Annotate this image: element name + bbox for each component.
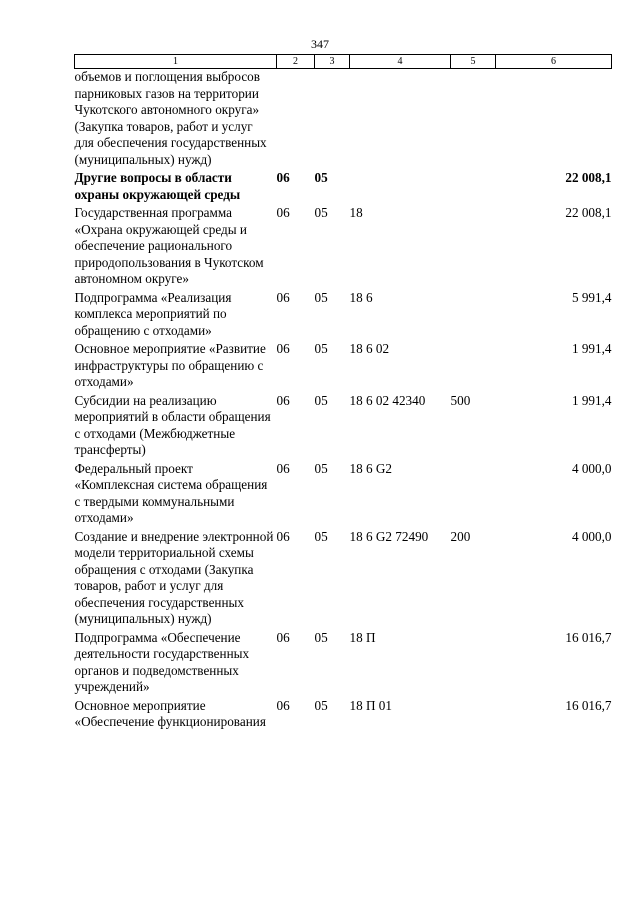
subsection-code: 05 bbox=[314, 629, 328, 645]
subsection-code: 05 bbox=[314, 170, 328, 185]
amount-value: 4 000,0 bbox=[571, 528, 612, 544]
subsection-code: 05 bbox=[314, 697, 328, 713]
amount-value: 1 991,4 bbox=[571, 392, 612, 408]
item-name: Подпрограмма «Реализация комплекса мероприятий по обращению с отходами» bbox=[74, 289, 232, 338]
target-article-code: 18 П 01 bbox=[349, 697, 392, 713]
target-article-code: 18 6 02 bbox=[349, 341, 390, 356]
amount-value: 1 991,4 bbox=[571, 341, 612, 356]
table-row bbox=[75, 290, 612, 340]
table-row bbox=[75, 393, 612, 459]
section-code: 06 bbox=[276, 697, 290, 713]
item-name: Основное мероприятие «Обеспечение функционирования bbox=[74, 697, 266, 729]
section-code: 06 bbox=[276, 392, 290, 408]
column-header: 5 bbox=[451, 55, 496, 69]
expense-type-code bbox=[451, 205, 496, 288]
item-name: Подпрограмма «Обеспечение деятельности государственных органов и подведомственных учреждений» bbox=[74, 629, 250, 694]
expense-type-code: 200 bbox=[450, 528, 471, 544]
column-header: 2 bbox=[277, 55, 315, 69]
subsection-code: 05 bbox=[314, 341, 328, 356]
target-article-code: 18 6 G2 72490 bbox=[349, 528, 429, 544]
item-name: Другие вопросы в области охраны окружающей среды bbox=[74, 170, 241, 202]
expense-type-code: 500 bbox=[450, 392, 471, 408]
table-row bbox=[75, 529, 612, 628]
section-code: 06 bbox=[276, 528, 290, 544]
amount-value: 22 008,1 bbox=[565, 170, 612, 185]
target-article-code: 18 6 G2 bbox=[349, 460, 392, 476]
table-row bbox=[75, 698, 612, 731]
table-row bbox=[75, 461, 612, 527]
amount-value: 16 016,7 bbox=[565, 697, 612, 713]
subsection-code: 05 bbox=[314, 205, 328, 220]
table-row bbox=[75, 630, 612, 696]
item-name: Федеральный проект «Комплексная система обращения с твердыми коммунальными отходами» bbox=[74, 460, 268, 525]
table-row bbox=[75, 69, 612, 169]
header-row bbox=[75, 55, 612, 69]
section-code: 06 bbox=[276, 629, 290, 645]
target-article-code: 18 6 02 42340 bbox=[349, 392, 426, 408]
table-row bbox=[75, 205, 612, 288]
column-header: 1 bbox=[75, 55, 277, 69]
column-header: 4 bbox=[350, 55, 451, 69]
amount-value: 16 016,7 bbox=[565, 629, 612, 645]
amount-value bbox=[496, 69, 612, 169]
table-body bbox=[75, 69, 612, 731]
section-code: 06 bbox=[276, 460, 290, 476]
item-name: объемов и поглощения выбросов парниковых газов на территории Чукотского автономного округа» (Закупка товаров, работ и услуг для обеспечения государственных (муниципальных) нужд) bbox=[74, 69, 267, 167]
target-article-code: 18 bbox=[349, 205, 363, 220]
page-number: 347 bbox=[311, 37, 329, 51]
expense-type-code bbox=[451, 461, 496, 527]
subsection-code: 05 bbox=[314, 289, 328, 305]
table-row bbox=[75, 170, 612, 203]
section-code: 06 bbox=[276, 341, 290, 356]
budget-table bbox=[74, 54, 612, 731]
amount-value: 5 991,4 bbox=[571, 289, 612, 305]
section-code bbox=[277, 69, 315, 169]
expense-type-code bbox=[451, 170, 496, 203]
table-header bbox=[75, 55, 612, 69]
item-name: Создание и внедрение электронной модели территориальной схемы обращения с отходами (Закупка товаров, работ и услуг для обеспечения государственных (муниципальных) нужд) bbox=[74, 528, 274, 626]
table-row bbox=[75, 341, 612, 391]
section-code: 06 bbox=[276, 289, 290, 305]
expense-type-code bbox=[451, 698, 496, 731]
section-code: 06 bbox=[276, 205, 290, 220]
item-name: Основное мероприятие «Развитие инфраструктуры по обращению с отходами» bbox=[74, 341, 266, 389]
column-header: 3 bbox=[315, 55, 350, 69]
section-code: 06 bbox=[276, 170, 290, 185]
expense-type-code bbox=[451, 69, 496, 169]
subsection-code: 05 bbox=[314, 460, 328, 476]
item-name: Государственная программа «Охрана окружающей среды и обеспечение рационального природопользования в Чукотском автономном округе» bbox=[74, 205, 264, 286]
item-name: Субсидии на реализацию мероприятий в области обращения с отходами (Межбюджетные трансферты) bbox=[74, 392, 271, 457]
expense-type-code bbox=[451, 341, 496, 391]
subsection-code: 05 bbox=[314, 528, 328, 544]
amount-value: 4 000,0 bbox=[571, 460, 612, 476]
target-article-code: 18 П bbox=[349, 629, 376, 645]
subsection-code: 05 bbox=[314, 392, 328, 408]
column-header: 6 bbox=[496, 55, 612, 69]
amount-value: 22 008,1 bbox=[565, 205, 612, 220]
expense-type-code bbox=[451, 630, 496, 696]
subsection-code bbox=[315, 69, 350, 169]
target-article-code bbox=[350, 69, 451, 169]
target-article-code: 18 6 bbox=[349, 289, 373, 305]
expense-type-code bbox=[451, 290, 496, 340]
target-article-code bbox=[350, 170, 451, 203]
